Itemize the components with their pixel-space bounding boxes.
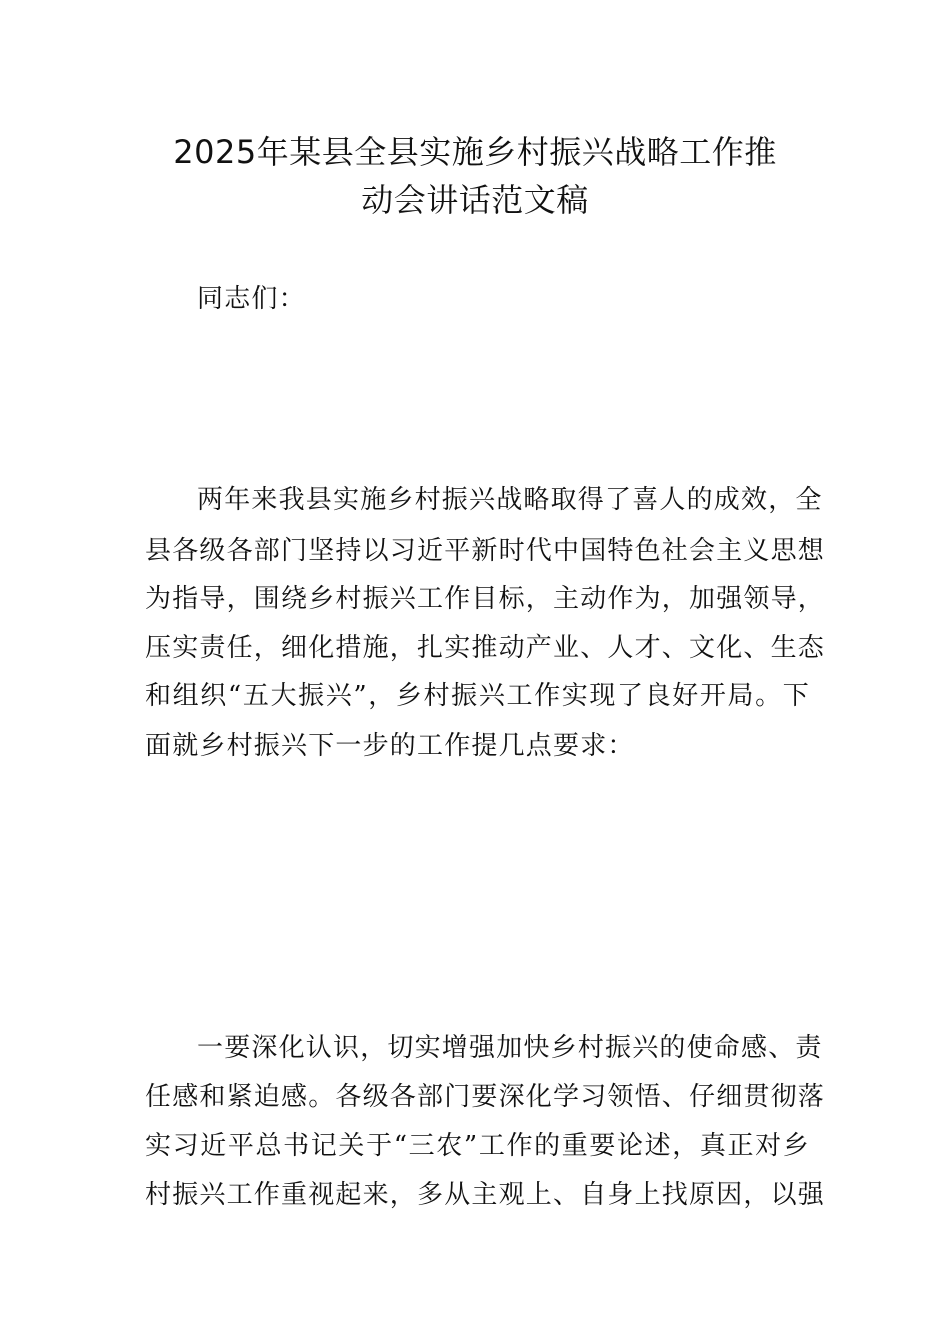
paragraph-2-line-2: 任感和紧迫感。各级各部门要深化学习领悟、仔细贯彻落 [145, 1082, 826, 1112]
paragraph-1-line-5: 和组织“五大振兴”，乡村振兴工作实现了良好开局。下 [145, 681, 810, 711]
paragraph-1-line-2: 县各级各部门坚持以习近平新时代中国特色社会主义思想 [145, 536, 826, 566]
paragraph-1-line-1: 两年来我县实施乡村振兴战略取得了喜人的成效，全 [197, 485, 823, 515]
document-title-line-1: 2025年某县全县实施乡村振兴战略工作推 [173, 133, 777, 171]
paragraph-2-line-4: 村振兴工作重视起来，多从主观上、自身上找原因，以强 [145, 1180, 826, 1210]
document-title-line-2: 动会讲话范文稿 [361, 181, 589, 219]
salutation: 同志们： [197, 284, 306, 314]
paragraph-2-line-3: 实习近平总书记关于“三农”工作的重要论述，真正对乡 [145, 1131, 810, 1161]
paragraph-2-line-1: 一要深化认识，切实增强加快乡村振兴的使命感、责 [197, 1033, 823, 1063]
paragraph-1-line-6: 面就乡村振兴下一步的工作提几点要求： [145, 731, 635, 761]
paragraph-1-line-3: 为指导，围绕乡村振兴工作目标，主动作为，加强领导， [145, 584, 826, 614]
paragraph-1-line-4: 压实责任，细化措施，扎实推动产业、人才、文化、生态 [145, 633, 826, 663]
